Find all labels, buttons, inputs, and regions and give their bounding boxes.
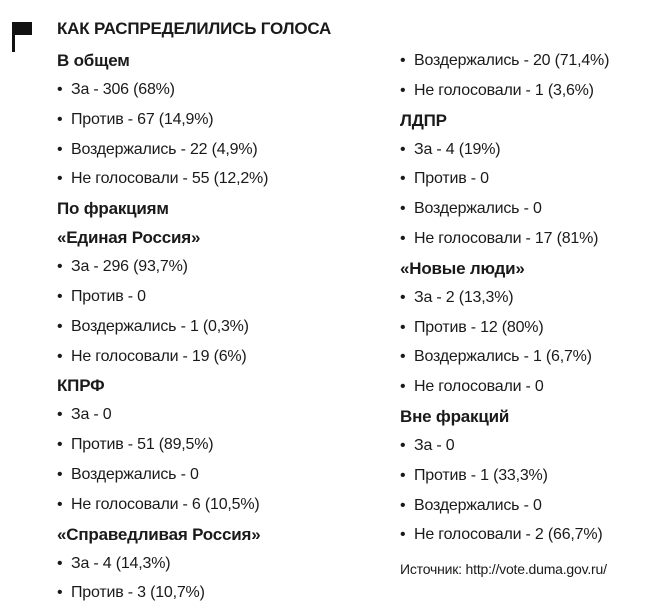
faction-list-ldpr bbox=[400, 135, 609, 254]
list-item: • Не голосовали - 17 (81%) bbox=[400, 224, 609, 254]
list-item: • За - 4 (14,3%) bbox=[57, 549, 268, 579]
list-item: • Не голосовали - 19 (6%) bbox=[57, 342, 268, 372]
source-note: Источник: http://vote.duma.gov.ru/ bbox=[400, 561, 607, 578]
flag-icon bbox=[12, 22, 32, 52]
list-item: • Воздержались - 0 bbox=[57, 460, 268, 490]
faction-heading-sr: «Справедливая Россия» bbox=[57, 524, 261, 544]
list-item: • Воздержались - 0 bbox=[400, 491, 609, 521]
list-item: • Не голосовали - 2 (66,7%) bbox=[400, 520, 609, 550]
faction-list-er bbox=[57, 252, 268, 371]
list-item: • За - 296 (93,7%) bbox=[57, 252, 268, 282]
faction-heading-er: «Единая Россия» bbox=[57, 228, 201, 248]
list-item: • Против - 0 bbox=[400, 164, 609, 194]
list-item: • Не голосовали - 6 (10,5%) bbox=[57, 490, 268, 520]
list-item: • Против - 0 bbox=[57, 282, 268, 312]
faction-list-nl bbox=[400, 283, 609, 402]
right-column bbox=[400, 46, 609, 582]
faction-list-ind bbox=[400, 431, 609, 550]
list-item: • За - 0 bbox=[57, 400, 268, 430]
page-title: КАК РАСПРЕДЕЛИЛИСЬ ГОЛОСА bbox=[57, 19, 332, 38]
list-item: • Против - 51 (89,5%) bbox=[57, 430, 268, 460]
list-item: • Против - 1 (33,3%) bbox=[400, 461, 609, 491]
list-item: • За - 2 (13,3%) bbox=[400, 283, 609, 313]
faction-heading-ldpr: ЛДПР bbox=[400, 110, 447, 130]
list-item: • Против - 12 (80%) bbox=[400, 313, 609, 343]
overall-list bbox=[57, 75, 268, 194]
list-item: • Воздержались - 20 (71,4%) bbox=[400, 46, 609, 76]
faction-heading-nl: «Новые люди» bbox=[400, 258, 525, 278]
faction-list-sr-continued bbox=[400, 46, 609, 106]
list-item: • Воздержались - 1 (6,7%) bbox=[400, 342, 609, 372]
left-column bbox=[57, 46, 268, 608]
list-item: • Воздержались - 22 (4,9%) bbox=[57, 135, 268, 165]
faction-list-kprf bbox=[57, 400, 268, 519]
overall-heading: В общем bbox=[57, 51, 130, 70]
list-item: • Не голосовали - 55 (12,2%) bbox=[57, 164, 268, 194]
faction-heading-kprf: КПРФ bbox=[57, 376, 105, 396]
list-item: • Не голосовали - 0 bbox=[400, 372, 609, 402]
list-item: • За - 0 bbox=[400, 431, 609, 461]
list-item: • Воздержались - 0 bbox=[400, 194, 609, 224]
faction-list-sr bbox=[57, 549, 268, 609]
by-faction-heading: По фракциям bbox=[57, 199, 169, 219]
faction-heading-ind: Вне фракций bbox=[400, 406, 510, 426]
list-item: • За - 306 (68%) bbox=[57, 75, 268, 105]
list-item: • Против - 67 (14,9%) bbox=[57, 105, 268, 135]
list-item: • Воздержались - 1 (0,3%) bbox=[57, 312, 268, 342]
list-item: • За - 4 (19%) bbox=[400, 135, 609, 165]
list-item: • Не голосовали - 1 (3,6%) bbox=[400, 76, 609, 106]
list-item: • Против - 3 (10,7%) bbox=[57, 578, 268, 608]
